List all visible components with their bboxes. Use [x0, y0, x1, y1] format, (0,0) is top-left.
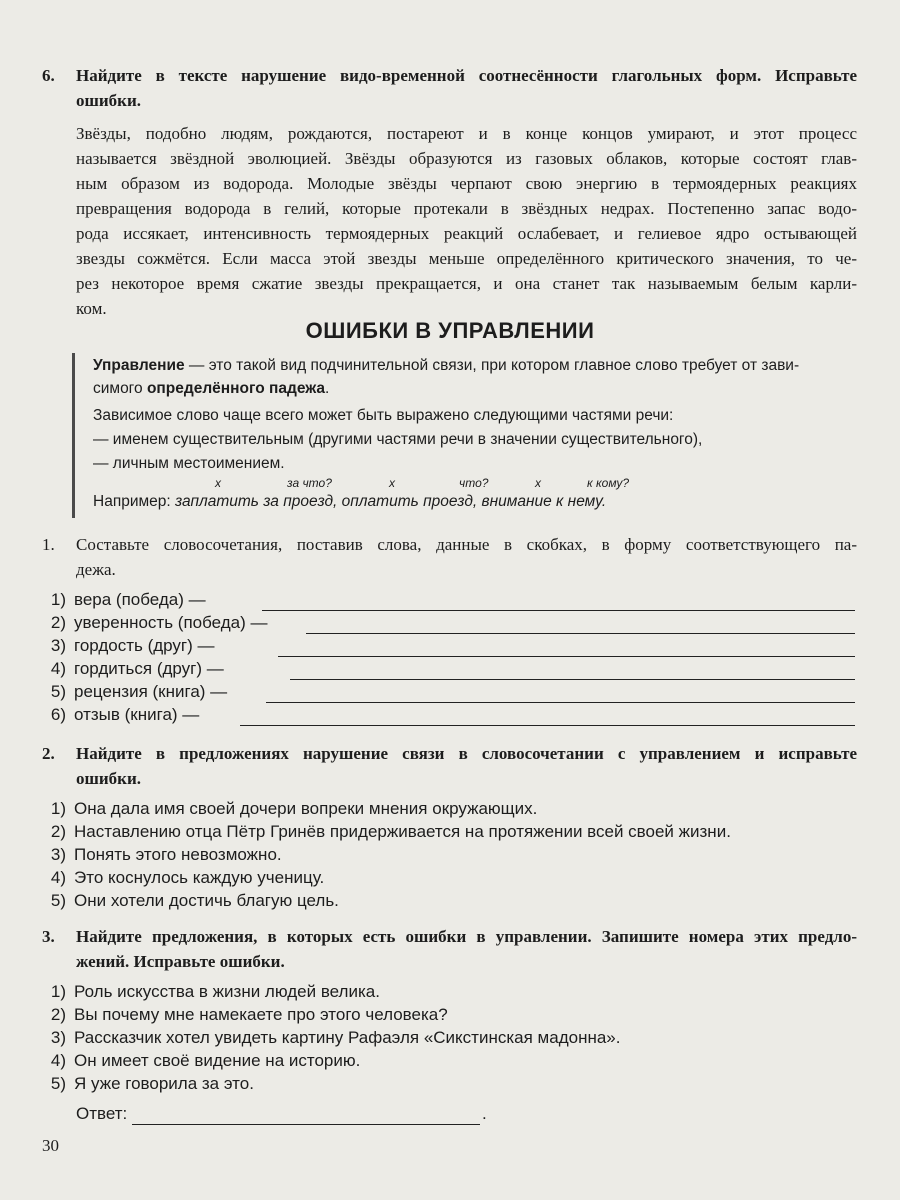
item-text: отзыв (книга) —: [74, 705, 200, 724]
item-number: 4): [50, 868, 66, 887]
task-1-item: [40, 681, 227, 703]
theory-parts-intro: Зависимое слово чаще всего может быть выражено следующими частями речи:: [93, 407, 674, 424]
item-number: 5): [50, 682, 66, 701]
task-1-item: [40, 658, 224, 680]
theory-definition: [93, 355, 799, 377]
theory-example: [93, 491, 606, 513]
item-number: 2): [50, 822, 66, 841]
item-text: Они хотели достичь благую цель.: [74, 891, 339, 910]
task-3-title-line: Найдите предложения, в которых есть ошибки в управлении. Запишите номера этих предло-: [76, 927, 857, 946]
task-3-item: [40, 1004, 448, 1026]
item-number: 4): [50, 659, 66, 678]
theory-definition-text: — это такой вид подчинительной связи, при котором главное слово требует от зави-: [184, 357, 800, 374]
theory-term: Управление: [93, 357, 185, 374]
task-6-text-line: ком.: [76, 299, 107, 318]
task-6-text-line: ным образом из водорода. Молодые звёзды черпают свою энергию в термоядерных реакциях: [76, 174, 857, 193]
item-number: 3): [50, 845, 66, 864]
example-mark-x: x: [535, 476, 541, 490]
task-2-item: [40, 798, 537, 820]
task-6-number: 6.: [42, 66, 55, 85]
task-3-title-line: жений. Исправьте ошибки.: [76, 952, 285, 971]
task-2-number: 2.: [42, 744, 55, 763]
task-2-title-line: Найдите в предложениях нарушение связи в словосочетании с управлением и исправьте: [76, 744, 857, 763]
task-3-item: [40, 981, 380, 1003]
task-6-text-line: рез некоторое время сжатие звезды прекращается, и она станет так называемым белым карли-: [76, 274, 857, 293]
item-text: Роль искусства в жизни людей велика.: [74, 982, 380, 1001]
item-text: Он имеет своё видение на историю.: [74, 1051, 361, 1070]
task-1-item: [40, 612, 268, 634]
item-number: 6): [50, 705, 66, 724]
item-text: Я уже говорила за это.: [74, 1074, 254, 1093]
task-1-title-line: дежа.: [76, 560, 116, 579]
item-text: Вы почему мне намекаете про этого человека?: [74, 1005, 448, 1024]
section-title: ОШИБКИ В УПРАВЛЕНИИ: [305, 318, 595, 343]
answer-input-line[interactable]: [132, 1110, 480, 1125]
answer-line[interactable]: [290, 665, 855, 680]
theory-definition-cont: [93, 378, 329, 400]
item-text: уверенность (победа) —: [74, 613, 268, 632]
task-6-text-line: звезды сожмётся. Если масса этой звезды меньше определённого критического значения, то че-: [76, 249, 857, 268]
answer-line[interactable]: [306, 619, 855, 634]
task-3-item: [40, 1027, 620, 1049]
item-number: 5): [50, 891, 66, 910]
example-label: Например:: [93, 493, 175, 510]
theory-text: симого: [93, 380, 147, 397]
example-question: что?: [459, 476, 489, 490]
answer-line[interactable]: [262, 596, 855, 611]
item-text: Наставлению отца Пётр Гринёв придерживается на протяжении всей своей жизни.: [74, 822, 731, 841]
answer-row: [76, 1103, 127, 1125]
item-number: 1): [50, 799, 66, 818]
task-3-number: 3.: [42, 927, 55, 946]
task-1-item: [40, 635, 215, 657]
theory-box: [72, 353, 855, 518]
item-number: 5): [50, 1074, 66, 1093]
answer-line[interactable]: [278, 642, 855, 657]
theory-text: .: [325, 380, 330, 397]
item-number: 3): [50, 1028, 66, 1047]
task-6-title-line: ошибки.: [76, 91, 141, 110]
example-text: заплатить за проезд, оплатить проезд, внимание к нему.: [175, 493, 607, 510]
item-number: 1): [50, 590, 66, 609]
item-text: гордиться (друг) —: [74, 659, 224, 678]
task-1-number: 1.: [42, 535, 55, 554]
item-number: 2): [50, 613, 66, 632]
task-2-item: [40, 867, 324, 889]
task-3-item: [40, 1050, 360, 1072]
answer-line[interactable]: [240, 711, 855, 726]
item-text: рецензия (книга) —: [74, 682, 228, 701]
page-number: 30: [42, 1136, 59, 1155]
task-1-item: [40, 589, 206, 611]
example-mark-x: x: [215, 476, 221, 490]
task-1-title-line: Составьте словосочетания, поставив слова, данные в скобках, в форму соответствующего па-: [76, 535, 857, 554]
item-text: Это коснулось каждую ученицу.: [74, 868, 325, 887]
example-question: к кому?: [587, 476, 630, 490]
theory-part-noun: — именем существительным (другими частями речи в значении существительного),: [93, 431, 703, 448]
task-2-item: [40, 821, 731, 843]
task-6-title-line: Найдите в тексте нарушение видо-временной соотнесённости глагольных форм. Исправьте: [76, 66, 857, 85]
task-3-item: [40, 1073, 254, 1095]
example-mark-x: x: [389, 476, 395, 490]
task-6-text-line: называется звёздной эволюцией. Звёзды образуются из газовых облаков, которые состоят глав-: [76, 149, 857, 168]
theory-part-pronoun: — личным местоимением.: [93, 455, 285, 472]
item-text: Понять этого невозможно.: [74, 845, 282, 864]
task-2-item: [40, 844, 282, 866]
item-text: Она дала имя своей дочери вопреки мнения окружающих.: [74, 799, 538, 818]
theory-key-phrase: определённого падежа: [146, 380, 326, 397]
item-number: 1): [50, 982, 66, 1001]
task-6-text-line: превращения водорода в гелий, которые протекали в звёздных недрах. Постепенно запас водо-: [76, 199, 857, 218]
task-6-text-line: Звёзды, подобно людям, рождаются, постареют и в конце концов умирают, и этот процесс: [76, 124, 857, 143]
item-text: вера (победа) —: [74, 590, 206, 609]
item-number: 4): [50, 1051, 66, 1070]
example-question: за что?: [287, 476, 332, 490]
task-2-title-line: ошибки.: [76, 769, 141, 788]
task-1-item: [40, 704, 199, 726]
answer-end: .: [482, 1104, 487, 1123]
item-number: 2): [50, 1005, 66, 1024]
item-text: гордость (друг) —: [74, 636, 215, 655]
answer-label: Ответ:: [76, 1104, 128, 1123]
item-number: 3): [50, 636, 66, 655]
task-6-text-line: рода иссякает, интенсивность термоядерных реакций ослабевает, и гелиевое ядро остывающей: [76, 224, 857, 243]
answer-line[interactable]: [266, 688, 855, 703]
task-2-item: [40, 890, 339, 912]
item-text: Рассказчик хотел увидеть картину Рафаэля «Сикстинская мадонна».: [74, 1028, 621, 1047]
